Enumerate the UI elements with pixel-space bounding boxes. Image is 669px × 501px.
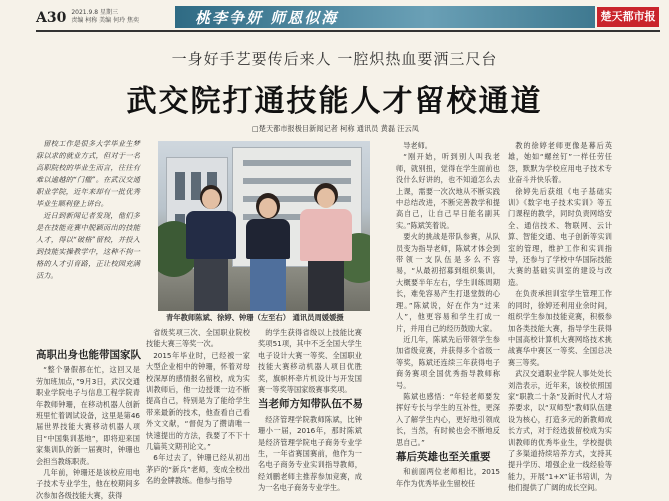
body-paragraph: 陈斌也感悟：“年轻老师要发挥好专长与学生的互补性，更深入了解学生内心，更好地引领成长，当然，有时候也会不断地反思自己。” — [396, 391, 500, 447]
intro-paragraph: 留校工作是很多大学毕业生梦寐以求的就业方式，但对于一名高职院校的毕业生而言，往往有难以逾越的“门槛”。在武汉交通职业学院，近年来却有一批优秀毕业生顺利登上讲台。 — [36, 139, 140, 208]
column-5 — [508, 140, 612, 494]
section-banner — [175, 6, 595, 28]
article-byline: □楚天都市报极目新闻记者 柯称 通讯员 黄磊 汪云凤 — [252, 124, 419, 133]
body-paragraph: 6年过去了，钟珊已经从初出茅庐的“新兵”老师，变成全校出名的金牌教练。他参与指导 — [146, 453, 250, 486]
editors: 责编 柯称 美编 何玲 焦奕 — [71, 17, 139, 24]
body-paragraph: 经济管理学院教师陈斌，比钟珊小一届，2016年，那时陈斌是经济管理学院电子商务专业学生，一年省赛国赛前，他作为一名电子商务专业实训指导教师，经刘鹏老师主推荐参加竞赛，成为一名电子商务专业学生。 — [258, 414, 362, 493]
newspaper-logo: 楚天都市报 — [597, 7, 659, 27]
body-paragraph: 近几年，陈斌先后带领学生参加省级竞赛，并获得多个省级一等奖，陈斌还连续三年获得电子商务赛项全国优秀指导教师称号。 — [396, 334, 500, 390]
page-number: A30 — [36, 10, 67, 26]
section-heading: 当老师方知带队伍不易 — [258, 398, 363, 411]
body-paragraph: 武汉交通职业学院人事处处长刘浩表示，近年来，该校依照国家“职教二十条”及新时代人才培养要求，以“双师型”教师队伍建设为核心，打造多元的新教师成长方式，对于经选拔留校成为实训教师的优秀毕业生，学校提供了多渠道持续培养方式，支持其提升学历、增强企业一线经验等能力，开展“1+X”证书培训，为他们提供了广阔的成长空间。 — [508, 369, 612, 493]
header-rule — [36, 30, 660, 32]
section-heading: 幕后英雄也至关重要 — [396, 450, 491, 463]
intro-column — [36, 138, 140, 282]
column-4 — [396, 140, 500, 489]
column-2 — [146, 327, 250, 487]
photo-caption: 青年教师陈斌、徐婷、钟珊（左至右） 通讯员周媛媛摄 — [166, 313, 344, 322]
issue-info — [71, 9, 139, 25]
column-1 — [36, 346, 140, 501]
body-paragraph: 要火的挑战是带队参赛，从队员变为指导老师，陈斌才体会到带领一支队伍是多么不容易，“从最初招募到组织集训，大概要半年左右，学生训练周期长，难免容易产生打退堂鼓的心理。”陈斌说，好在作为“过来人”，他更容易和学生打成一片，并用自己的经历鼓励大家。 — [396, 232, 500, 333]
issue-date: 2021.9.8 星期三 — [71, 9, 118, 16]
body-paragraph: 的学生获得省级以上技能比赛奖项51项，其中不乏全国大学生电子设计大赛一等奖、全国职业技能大赛移动机器人项目优胜奖，旗帜杯牵片机设计与开发国赛一等奖等国家级赛事奖项。 — [258, 328, 362, 395]
body-paragraph: 导老师。 — [403, 141, 432, 150]
body-paragraph: 几年前，钟珊还是该校应用电子技术专业学生，他在校期间多次参加各级技能大赛，获得 — [36, 468, 140, 500]
body-paragraph: 省级奖项三次、全国职业院校技能大赛三等奖一次。 — [146, 328, 250, 349]
intro-paragraph: 近日到新闻记者发现，他们多是在技能竞赛中脱颖而出的技能人才，得以“破格”留校，并投入到技能实操教学中，这种不拘一格的人才引育路，正让校园充满活力。 — [36, 211, 140, 280]
body-paragraph: 和前面两位老师相比，2015年作为优秀毕业生留校任 — [396, 467, 500, 488]
column-3 — [258, 327, 362, 494]
page-header — [36, 9, 139, 27]
body-paragraph: “整个暑假都在忙，这回又是劳加班加点，”9月3日，武汉交通职业学院电子与信息工程学院青年教师钟珊，在移动机器人创新班里忙着调试设备，这里是第46届世界技能大赛移动机器人项目“中国集训基地”，即将迎来国家集训队的新一届赛时，钟珊也会担当教练职责。 — [36, 365, 140, 466]
body-paragraph: 2015年毕业时，已经被一家大型企业相中的钟珊，怀着对母校深厚的感情报名留校，成为实训教师后，他一边授课一边不断提高自己，特别是为了能给学生带来最新的技术，他查看自己看外文文献，“督促为了攒请唯一快速提出的方法，我要了不下十几篇英文期刊论文。” — [146, 350, 250, 452]
section-heading: 高职出身也能带国家队 — [36, 349, 141, 361]
teachers-photo — [158, 141, 370, 311]
body-paragraph: 徐婷先后获组《电子基础实训》《数字电子技术实训》等五门课程的教学，同时负责网络安全、通信技术、物联网、云计算、智能交通、电子创新等实训室的管理，维护工作和实训指导，还参与了学校中华国际技能大赛的基础实训室的建设与改造。 — [508, 186, 612, 287]
body-paragraph: 教的徐婷老师更像是幕后英雄，她如“螺丝钉”一样任劳任怨，默默为学校应用电子技术专业奋斗并快乐着。 — [508, 141, 612, 185]
article-headline: 武交院打通技能人才留校通道 — [126, 84, 543, 119]
article-subtitle: 一身好手艺要传后来人 一腔炽热血要洒三尺台 — [171, 50, 498, 68]
banner-title: 桃李争妍 师恩似海 — [195, 9, 339, 27]
body-paragraph: “刚开始，听到别人叫我老师，就别扭，觉得在学生面前也没什么好讲的，也不知道怎么去上课，需要一次次地从不断实践中总结改进，不断完善教学和提高自己，让自己早日能名副其实。”陈斌笑着说。 — [396, 152, 500, 230]
body-paragraph: 在负责承担训室学生管理工作的同时，徐婷还利用业余时间，组织学生参加技能竞赛，积极参加各类技能大赛，指导学生获得中国高校计算机大赛网络技术挑战赛华中赛区一等奖、全国总决赛三等奖。 — [508, 289, 612, 367]
